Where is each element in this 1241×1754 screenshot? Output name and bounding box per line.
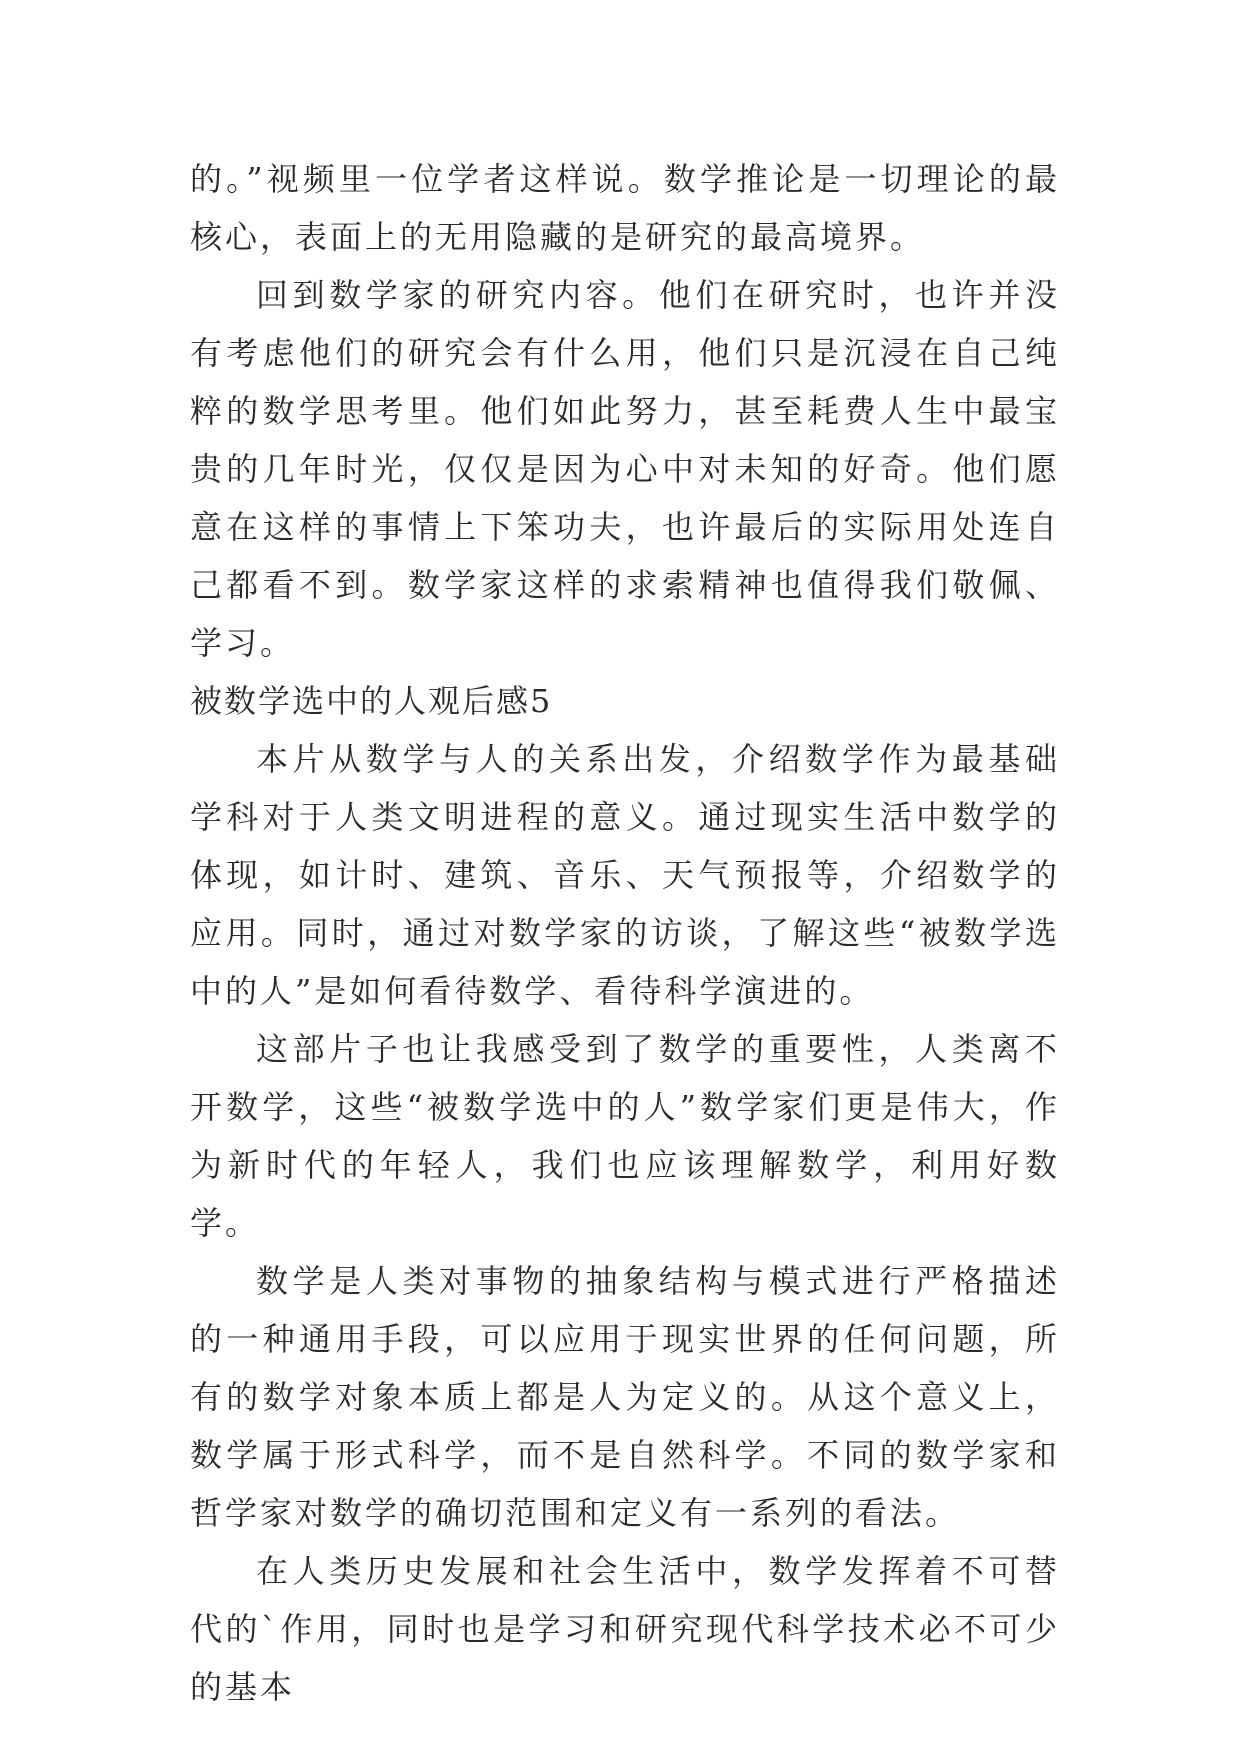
section-heading: 被数学选中的人观后感5 (190, 682, 553, 720)
paragraph: 本片从数学与人的关系出发，介绍数学作为最基础学科对于人类文明进程的意义。通过现实生活中数学的体现，如计时、建筑、音乐、天气预报等，介绍数学的应用。同时，通过对数学家的访谈，了解这些“被数学选中的人”是如何看待数学、看待科学演进的。 (190, 740, 1060, 1010)
paragraph: 在人类历史发展和社会生活中，数学发挥着不可替代的`作用，同时也是学习和研究现代科学技术必不可少的基本 (190, 1552, 1060, 1706)
paragraph: 数学是人类对事物的抽象结构与模式进行严格描述的一种通用手段，可以应用于现实世界的任何问题，所有的数学对象本质上都是人为定义的。从这个意义上，数学属于形式科学，而不是自然科学。不同的数学家和哲学家对数学的确切范围和定义有一系列的看法。 (190, 1262, 1060, 1532)
document-body (190, 150, 1060, 1716)
paragraph: 这部片子也让我感受到了数学的重要性，人类离不开数学，这些“被数学选中的人”数学家们更是伟大，作为新时代的年轻人，我们也应该理解数学，利用好数学。 (190, 1030, 1060, 1242)
paragraph-continuation: 的。”视频里一位学者这样说。数学推论是一切理论的最核心，表面上的无用隐藏的是研究的最高境界。 (190, 160, 1060, 256)
paragraph: 回到数学家的研究内容。他们在研究时，也许并没有考虑他们的研究会有什么用，他们只是沉浸在自己纯粹的数学思考里。他们如此努力，甚至耗费人生中最宝贵的几年时光，仅仅是因为心中对未知的好奇。他们愿意在这样的事情上下笨功夫，也许最后的实际用处连自己都看不到。数学家这样的求索精神也值得我们敬佩、学习。 (190, 276, 1060, 662)
